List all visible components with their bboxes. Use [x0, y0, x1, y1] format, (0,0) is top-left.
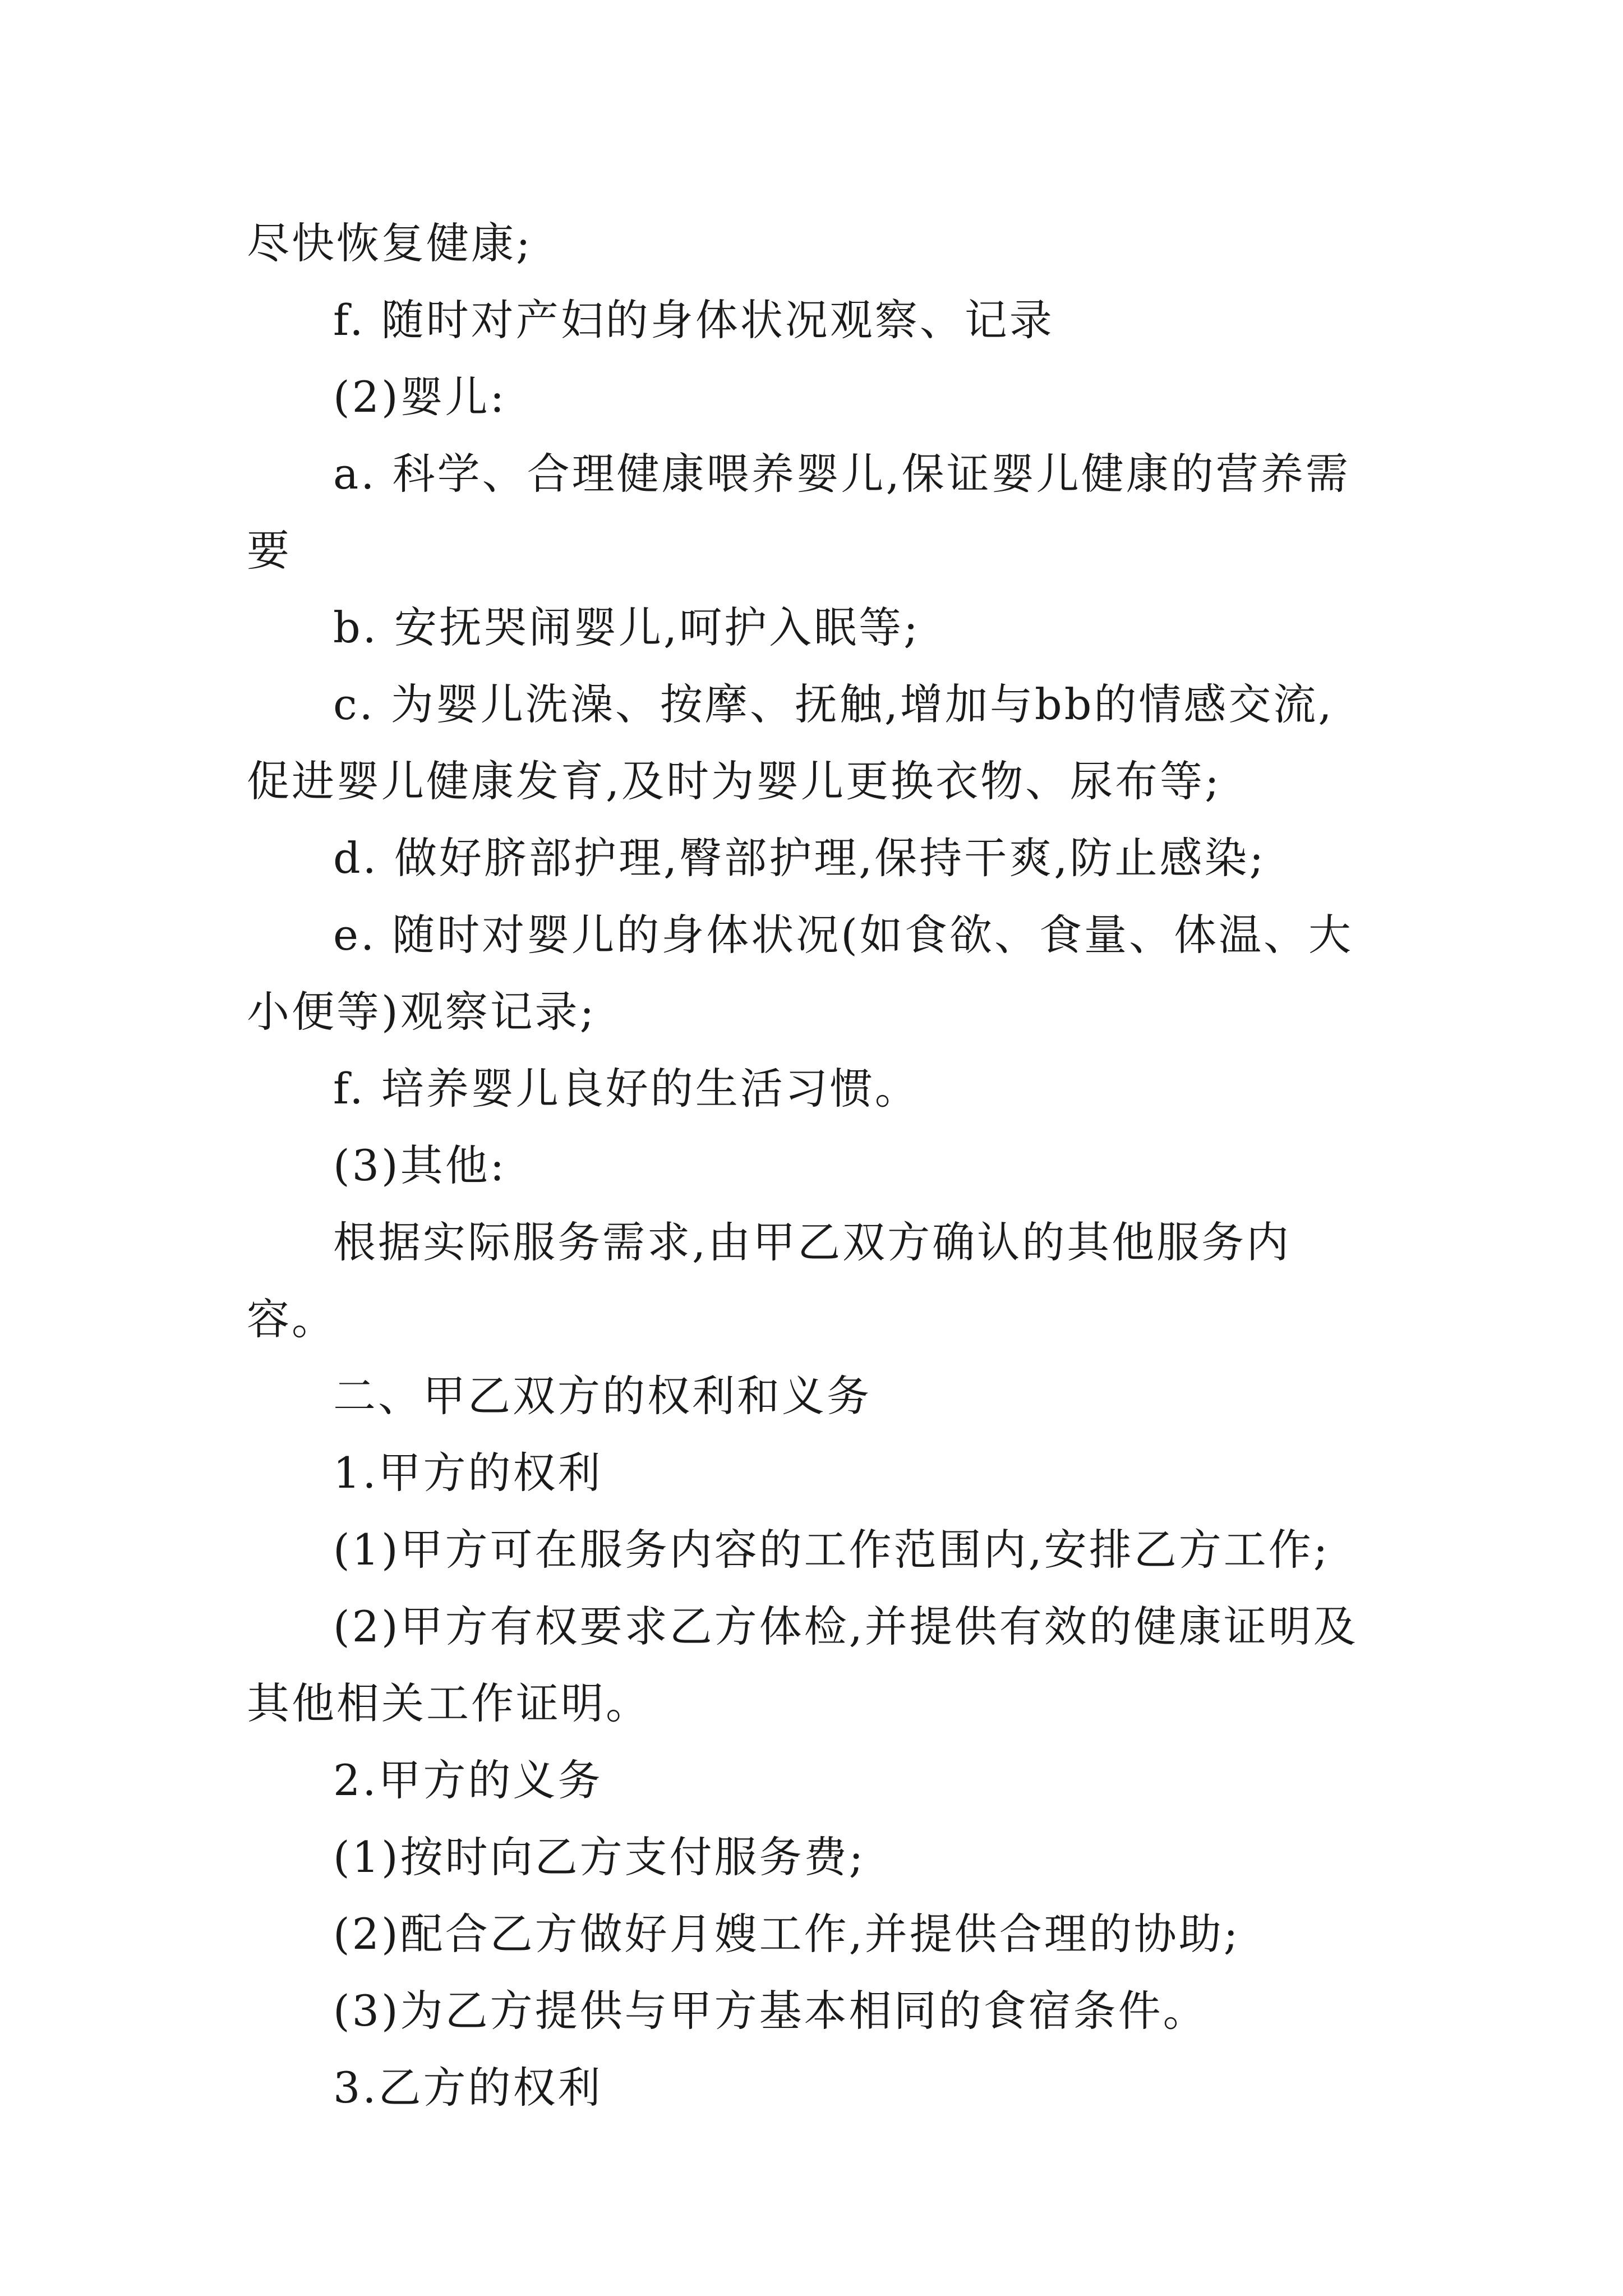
paragraph-13: 1.甲方的权利 — [333, 1448, 603, 1498]
paragraph-6: c. 为婴儿洗澡、按摩、抚触,增加与bb的情感交流,促进婴儿健康发育,及时为婴儿更换衣物、尿布等; — [247, 679, 1334, 806]
paragraph-10: (3)其他: — [333, 1140, 507, 1190]
paragraph-5: b. 安抚哭闹婴儿,呵护入眠等; — [333, 602, 920, 652]
paragraph-3: (2)婴儿: — [333, 372, 507, 422]
paragraph-11: 根据实际服务需求,由甲乙双方确认的其他服务内容。 — [247, 1217, 1292, 1344]
paragraph-2: f. 随时对产妇的身体状况观察、记录 — [333, 295, 1054, 345]
paragraph-18: (2)配合乙方做好月嫂工作,并提供合理的协助; — [333, 1909, 1241, 1959]
paragraph-16: 2.甲方的义务 — [333, 1755, 603, 1805]
paragraph-15: (2)甲方有权要求乙方体检,并提供有效的健康证明及其他相关工作证明。 — [247, 1602, 1358, 1728]
document-body — [247, 205, 1374, 2126]
paragraph-20: 3.乙方的权利 — [333, 2063, 603, 2113]
paragraph-19: (3)为乙方提供与甲方基本相同的食宿条件。 — [333, 1986, 1208, 2036]
paragraph-12: 二、甲乙双方的权利和义务 — [333, 1371, 872, 1421]
paragraph-8: e. 随时对婴儿的身体状况(如食欲、食量、体温、大小便等)观察记录; — [247, 910, 1353, 1037]
paragraph-4: a. 科学、合理健康喂养婴儿,保证婴儿健康的营养需要 — [247, 449, 1350, 576]
paragraph-17: (1)按时向乙方支付服务费; — [333, 1832, 866, 1882]
paragraph-14: (1)甲方可在服务内容的工作范围内,安排乙方工作; — [333, 1525, 1330, 1575]
paragraph-7: d. 做好脐部护理,臀部护理,保持干爽,防止感染; — [333, 833, 1266, 883]
paragraph-1: 尽快恢复健康; — [247, 218, 533, 268]
paragraph-9: f. 培养婴儿良好的生活习惯。 — [333, 1064, 920, 1114]
